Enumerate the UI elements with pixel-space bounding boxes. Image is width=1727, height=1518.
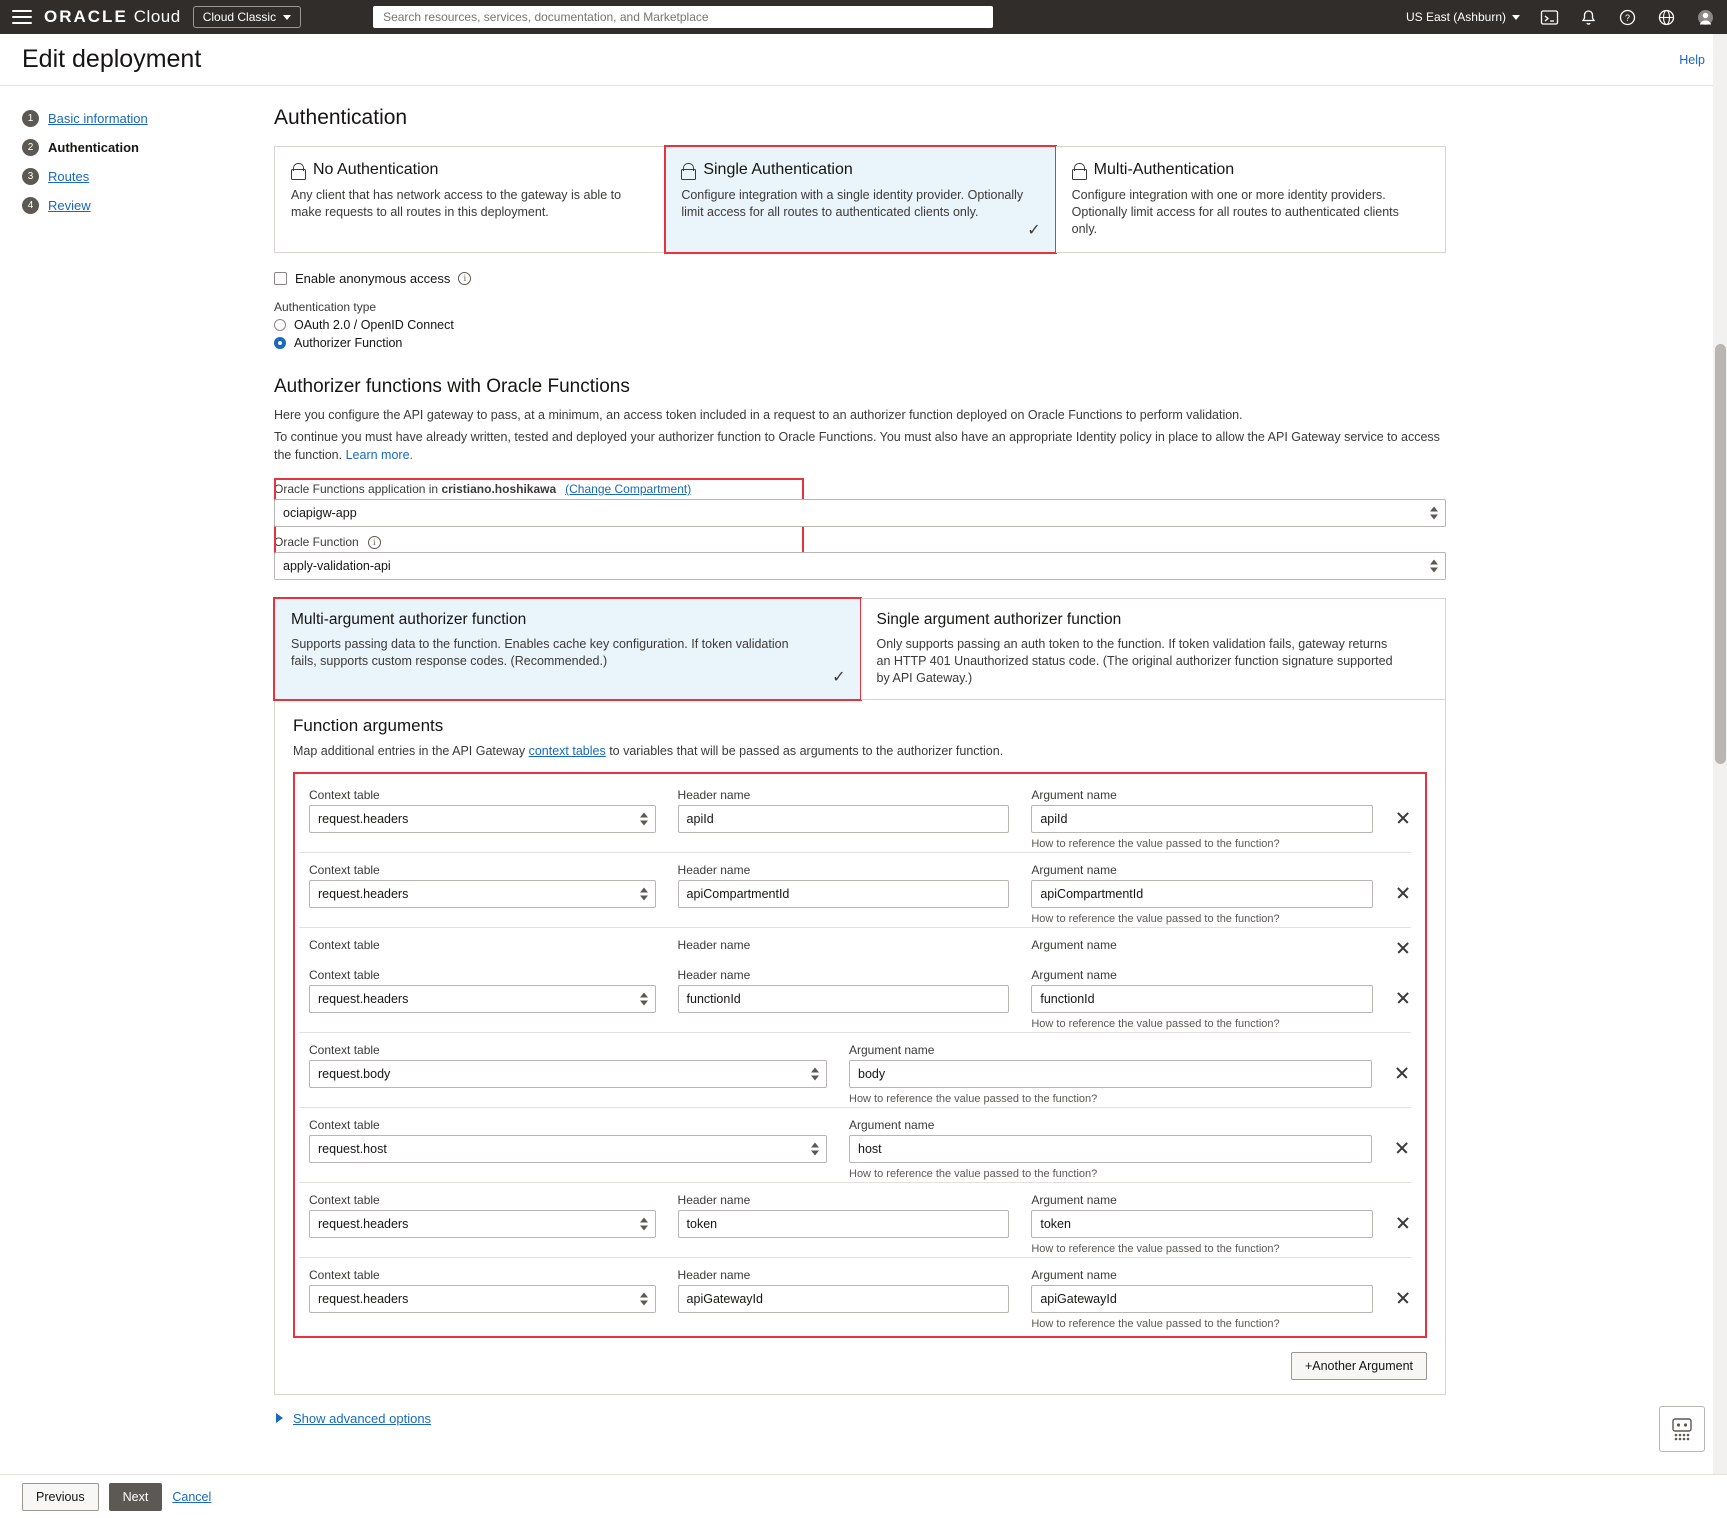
fa-desc-before: Map additional entries in the API Gateway [293,743,526,758]
oracle-function-select[interactable] [274,552,1446,580]
context-tables-link[interactable]: context tables [528,743,606,758]
context-table-select[interactable] [309,880,656,908]
hint-spacer [678,1018,1010,1032]
context-table-value: request.body [318,1066,391,1081]
option-description: Only supports passing an auth token to the function. If token validation fails, gateway returns an HTTP 401 Unauthorized status code. (The original authorizer function signature supported by API Gateway.) [876,637,1393,685]
hint-spacer [678,913,1010,927]
argument-hint: How to reference the value passed to the function? [849,1167,1098,1180]
argument-row [299,1107,1411,1182]
wizard-footer [0,1474,1727,1518]
oracle-wordmark: ORACLE [44,7,128,26]
spinner-arrows-icon[interactable] [640,992,648,1005]
context-table-label: Context table [309,967,380,982]
argument-name-label: Argument name [1031,787,1117,802]
argument-row [299,958,1411,1032]
radio-label: OAuth 2.0 / OpenID Connect [294,317,454,332]
remove-argument-icon[interactable] [1394,1065,1410,1081]
svg-text:?: ? [1624,12,1631,23]
hint-spacer [309,913,656,927]
page-header [0,34,1727,86]
global-top-bar [0,0,1727,34]
authorizer-paragraph-2-text: To continue you must have already written, tested and deployed your authorizer function to Oracle Functions. You must also have an appropriate Identity policy in place to allow the API Gateway service to access the function. [274,429,1440,462]
help-link[interactable]: Help [1679,52,1705,67]
next-button[interactable]: Next [109,1483,163,1511]
auth-option-single-authentication[interactable] [665,146,1055,253]
argument-row [299,852,1411,927]
remove-argument-icon[interactable] [1395,990,1411,1006]
help-question-icon[interactable] [1618,8,1637,27]
fa-desc-after: to variables that will be passed as arguments to the authorizer function. [609,743,1004,758]
argument-hint: How to reference the value passed to the function? [1031,912,1280,925]
header-name-input[interactable] [678,880,1010,908]
spinner-arrows-icon[interactable] [640,1217,648,1230]
option-title: Single argument authorizer function [876,611,1122,628]
previous-button[interactable]: Previous [22,1483,99,1511]
authentication-options [274,146,1446,253]
header-name-value: functionId [686,991,741,1006]
radio-button[interactable] [274,319,286,331]
hint-spacer [678,1318,1010,1332]
context-table-select[interactable] [309,1060,827,1088]
argument-hint: How to reference the value passed to the function? [1031,837,1280,850]
header-name-label: Header name [677,1267,751,1282]
checkmark-icon: ✓ [832,668,846,686]
authentication-type-label: Authentication type [274,299,377,314]
hint-spacer [678,1243,1010,1257]
context-table-label: Context table [309,937,380,952]
option-title: Multi-argument authorizer function [291,611,527,628]
oracle-functions-application-value: ociapigw-app [283,506,357,520]
context-table-select[interactable] [309,1135,827,1163]
authorizer-paragraph-2 [274,428,1446,464]
argument-name-input[interactable] [849,1135,1372,1163]
authentication-heading: Authentication [274,106,408,129]
cancel-link[interactable]: Cancel [172,1489,212,1504]
oracle-cloud-logo [44,7,181,27]
context-table-select[interactable] [309,985,656,1013]
checkmark-icon: ✓ [1027,221,1041,239]
context-table-label: Context table [309,1042,380,1057]
argument-name-value: apiId [1040,811,1068,826]
context-table-value: request.headers [318,1216,409,1231]
argument-row [299,778,1411,852]
argument-hint: How to reference the value passed to the function? [849,1092,1098,1105]
step-number: 4 [22,197,39,214]
option-single-argument-authorizer-function[interactable] [861,598,1447,700]
hint-spacer [309,1318,656,1332]
authorizer-heading: Authorizer functions with Oracle Functions [274,375,630,397]
spinner-arrows-icon[interactable] [640,887,648,900]
argument-name-input[interactable] [849,1060,1372,1088]
context-table-value: request.headers [318,811,409,826]
function-arguments-heading: Function arguments [293,715,444,735]
argument-hint: How to reference the value passed to the function? [1031,1242,1280,1255]
auth-option-title: No Authentication [313,161,439,178]
argument-name-input[interactable] [1031,805,1373,833]
add-another-argument-button[interactable]: +Another Argument [1291,1352,1427,1380]
application-label [274,482,556,496]
oracle-function-field [274,535,1446,580]
option-multi-argument-authorizer-function[interactable] [274,598,861,700]
argument-hint: How to reference the value passed to the function? [1031,1017,1280,1030]
context-table-label: Context table [309,1192,380,1207]
info-icon[interactable]: i [458,272,471,285]
argument-name-input[interactable] [1031,985,1373,1013]
auth-option-description: Configure integration with a single identity provider. Optionally limit access for all routes to authenticated clients only. [681,188,1024,219]
remove-argument-icon[interactable] [1395,1290,1411,1306]
context-table-select[interactable] [309,805,656,833]
main-content [250,86,1470,1426]
argument-name-label: Argument name [1031,862,1117,877]
chevron-right-icon [276,1413,283,1423]
spinner-arrows-icon[interactable] [811,1142,819,1155]
argument-name-label: Argument name [1031,1267,1117,1282]
auth-option-title: Multi-Authentication [1093,161,1235,178]
robot-face-icon [1669,1416,1695,1442]
search-input[interactable] [381,9,985,25]
wizard-steps [0,86,250,226]
step-label[interactable]: Routes [48,169,90,184]
remove-argument-icon[interactable] [1395,1215,1411,1231]
argument-hint: How to reference the value passed to the function? [1031,1317,1280,1330]
context-table-value: request.headers [318,991,409,1006]
language-globe-icon[interactable] [1657,8,1676,27]
region-label: US East (Ashburn) [1405,10,1506,24]
argument-name-value: functionId [1040,991,1095,1006]
header-name-input[interactable] [678,1285,1010,1313]
radio-button-selected[interactable] [274,337,286,349]
header-name-value: apiId [686,811,714,826]
spinner-arrows-icon[interactable] [1430,507,1438,520]
cloud-classic-button[interactable] [193,6,301,28]
argument-row [299,1257,1411,1332]
argument-name-value: apiGatewayId [1040,1291,1117,1306]
oracle-function-label: Oracle Function [274,535,359,549]
radio-label: Authorizer Function [294,335,403,350]
application-compartment-name: cristiano.hoshikawa [441,482,557,496]
argument-row [299,1032,1411,1107]
header-name-value: apiGatewayId [686,1291,763,1306]
chevron-down-icon [283,15,291,20]
oracle-functions-application-select[interactable] [274,499,1446,527]
argument-name-input[interactable] [1031,880,1373,908]
cloud-wordmark: Cloud [133,7,181,26]
enable-anonymous-access-label: Enable anonymous access [295,270,451,286]
header-name-value: token [686,1216,718,1231]
argument-name-label: Argument name [1031,1192,1117,1207]
hint-spacer [309,1168,827,1182]
auth-option-description: Configure integration with one or more identity providers. Optionally limit access for all routes to authenticated clients only. [1071,188,1399,236]
enable-anonymous-access-checkbox[interactable] [274,272,287,285]
change-compartment-link[interactable]: (Change Compartment) [565,482,692,496]
function-selection-block [274,482,1446,580]
step-number: 1 [22,110,39,127]
show-advanced-options-link[interactable]: Show advanced options [293,1410,432,1426]
lock-icon [291,163,304,178]
auth-option-description: Any client that has network access to the gateway is able to make requests to all routes in this deployment. [291,188,622,219]
option-description: Supports passing data to the function. Enables cache key configuration. If token validation fails, supports custom response codes. (Recommended.) [291,637,789,668]
spinner-arrows-icon[interactable] [1430,560,1438,573]
step-number: 3 [22,168,39,185]
authorizer-paragraph-1: Here you configure the API gateway to pass, at a minimum, an access token included in a request to an authorizer function deployed on Oracle Functions to perform validation. [274,407,1243,422]
lock-icon [1072,163,1085,178]
hint-spacer [309,1018,656,1032]
hint-spacer [309,1243,656,1257]
context-table-value: request.headers [318,1291,409,1306]
context-table-value: request.host [318,1141,387,1156]
vertical-scrollbar[interactable] [1713,34,1727,1518]
feedback-widget-button[interactable] [1659,1406,1705,1452]
radio-oauth2-openid-connect[interactable] [274,318,1446,332]
step-label: Authentication [48,140,139,155]
spinner-arrows-icon[interactable] [640,812,648,825]
oracle-function-value: apply-validation-api [283,559,391,573]
function-arguments-panel [274,700,1446,1395]
context-table-label: Context table [309,787,380,802]
user-avatar-icon[interactable] [1696,8,1715,27]
header-name-label: Header name [677,967,751,982]
global-search[interactable] [373,6,993,28]
remove-argument-icon[interactable] [1394,1140,1410,1156]
context-table-label: Context table [309,1267,380,1282]
hamburger-icon[interactable] [12,10,32,24]
auth-option-multi-authentication[interactable] [1056,146,1446,253]
enable-anonymous-access-row [274,271,1446,286]
spinner-arrows-icon[interactable] [640,1292,648,1305]
argument-name-value: token [1040,1216,1071,1231]
cloud-shell-icon[interactable] [1540,8,1559,27]
remove-argument-icon[interactable] [1395,885,1411,901]
chevron-down-icon [1512,15,1520,20]
context-table-value: request.headers [318,886,409,901]
argument-name-input[interactable] [1031,1285,1373,1313]
auth-option-no-authentication[interactable] [274,146,665,253]
argument-name-label: Argument name [1031,937,1117,952]
radio-authorizer-function[interactable] [274,336,1446,350]
context-table-select[interactable] [309,1285,656,1313]
wizard-step-authentication[interactable] [22,139,250,156]
page-title: Edit deployment [22,45,202,73]
remove-argument-icon[interactable] [1395,940,1411,956]
argument-rows-list [293,772,1427,1338]
argument-name-label: Argument name [849,1117,935,1132]
oracle-functions-application-field [274,482,1446,527]
show-advanced-options-row[interactable] [276,1411,1446,1426]
region-selector[interactable] [1406,10,1520,24]
argument-row-empty [299,927,1411,958]
step-label[interactable]: Review [48,198,91,213]
scrollbar-thumb[interactable] [1715,344,1726,764]
context-table-label: Context table [309,1117,380,1132]
header-name-label: Header name [677,1192,751,1207]
header-name-value: apiCompartmentId [686,886,790,901]
lock-icon [681,163,694,178]
step-number: 2 [22,139,39,156]
argument-name-value: body [858,1066,886,1081]
application-label-prefix: Oracle Functions application in [274,482,439,496]
hint-spacer [678,838,1010,852]
notifications-bell-icon[interactable] [1579,8,1598,27]
authorizer-function-signature-options [274,598,1446,700]
info-icon[interactable]: i [368,536,381,549]
argument-name-input[interactable] [1031,1210,1373,1238]
auth-option-title: Single Authentication [703,161,853,178]
wizard-step-basic-information[interactable] [22,110,250,127]
cloud-classic-label: Cloud Classic [202,10,277,24]
argument-row [299,1182,1411,1257]
argument-name-value: host [858,1141,882,1156]
hint-spacer [309,838,656,852]
step-label[interactable]: Basic information [48,111,148,126]
header-name-label: Header name [677,862,751,877]
header-name-input[interactable] [678,805,1010,833]
argument-name-value: apiCompartmentId [1040,886,1144,901]
argument-name-label: Argument name [1031,967,1117,982]
function-arguments-description [293,742,1427,760]
wizard-step-routes[interactable] [22,168,250,185]
spinner-arrows-icon[interactable] [811,1067,819,1080]
argument-name-label: Argument name [849,1042,935,1057]
hint-spacer [309,1093,827,1107]
wizard-step-review[interactable] [22,197,250,214]
header-name-input[interactable] [678,985,1010,1013]
learn-more-link[interactable]: Learn more. [345,447,413,462]
remove-argument-icon[interactable] [1395,810,1411,826]
header-name-label: Header name [677,787,751,802]
context-table-label: Context table [309,862,380,877]
context-table-select[interactable] [309,1210,656,1238]
header-name-label: Header name [677,937,751,952]
header-name-input[interactable] [678,1210,1010,1238]
